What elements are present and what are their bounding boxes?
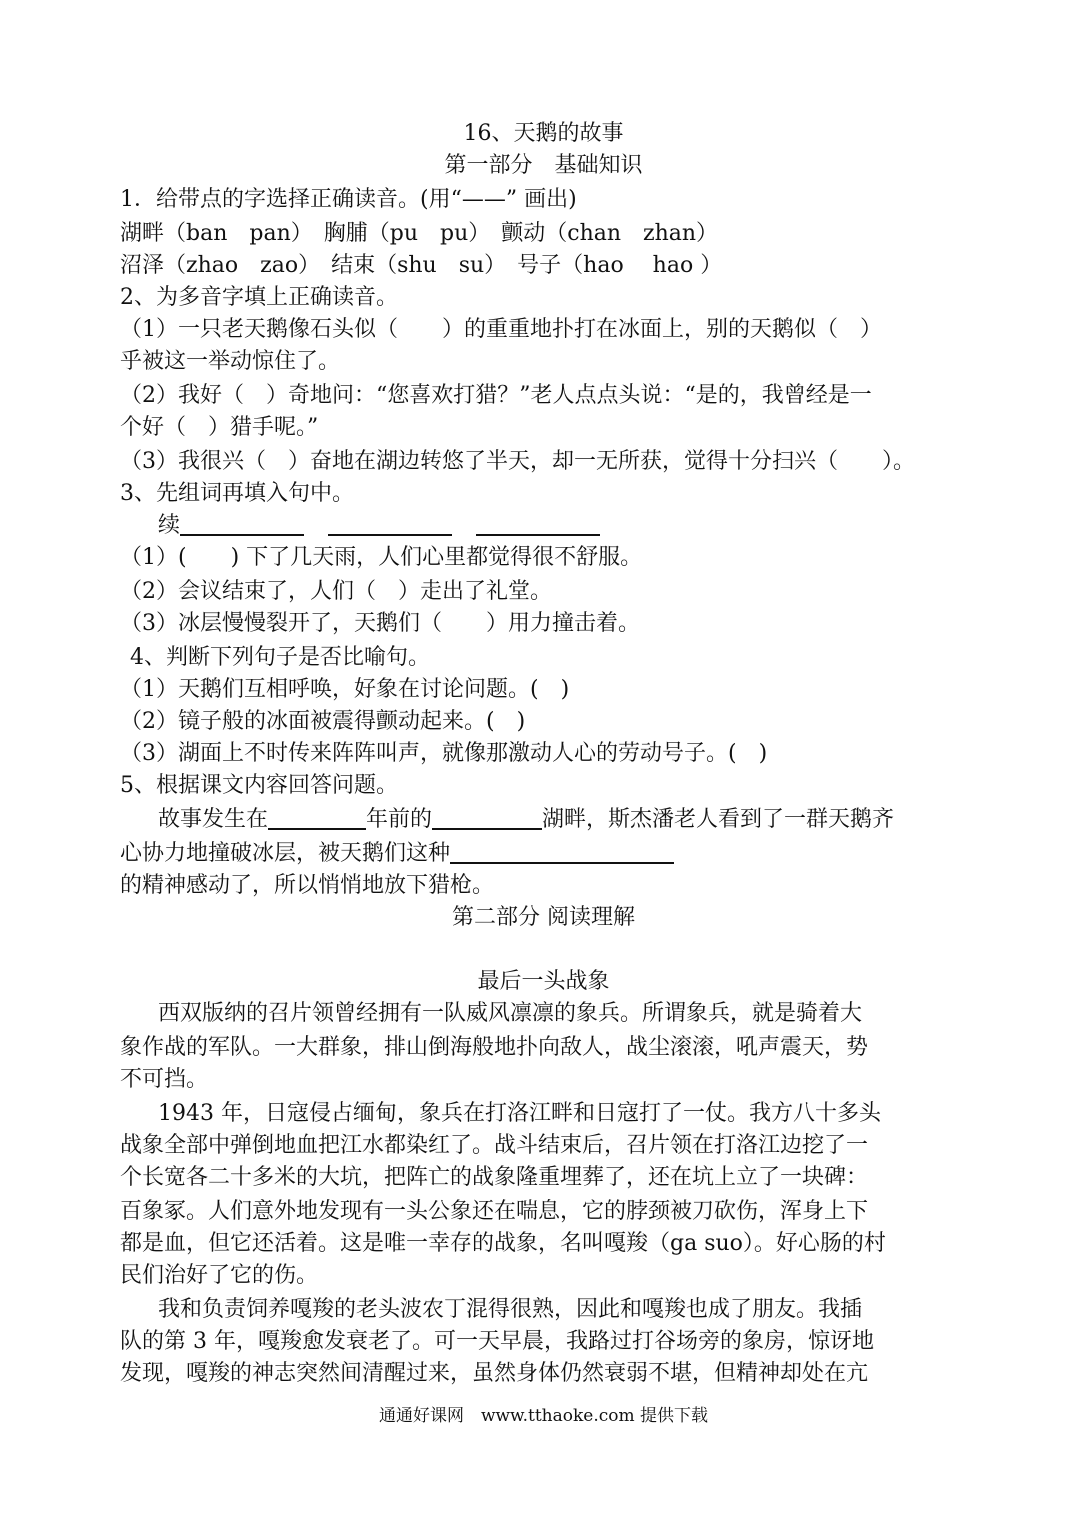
q2-line3: （2）我好（ ）奇地问：“您喜欢打猎？”老人点点头说：“是的，我曾经是一 xyxy=(120,383,872,408)
lesson-title: 16、天鹅的故事 xyxy=(463,121,624,146)
q3-blank-3[interactable] xyxy=(476,512,600,536)
reading-line: 战象全部中弹倒地血把江水都染红了。战斗结束后，召片领在打洛江边挖了一 xyxy=(120,1133,869,1158)
reading-line: 百象冢。人们意外地发现有一头公象还在喘息，它的脖颈被刀砍伤，浑身上下 xyxy=(120,1199,869,1224)
q2-line1: （1）一只老天鹅像石头似（ ）的重重地扑打在冰面上，别的天鹅似（ ） xyxy=(120,317,882,342)
q3-line2: （2）会议结束了，人们（ ）走出了礼堂。 xyxy=(120,579,552,604)
reading-line: 发现，嘎羧的神志突然间清醒过来，虽然身体仍然衰弱不堪，但精神却处在亢 xyxy=(120,1361,869,1386)
reading-title: 最后一头战象 xyxy=(477,969,610,994)
q3-char: 续 xyxy=(158,513,181,538)
q4-line1: （1）天鹅们互相呼唤，好象在讨论问题。( ) xyxy=(120,677,570,702)
reading-line: 象作战的军队。一大群象，排山倒海般地扑向敌人，战尘滚滚，吼声震天，势 xyxy=(120,1035,869,1060)
q3-line1: （1）( ) 下了几天雨，人们心里都觉得很不舒服。 xyxy=(120,545,643,570)
q5-blank-place[interactable] xyxy=(432,806,542,830)
q5-blank-spirit[interactable] xyxy=(450,840,674,864)
reading-line: 西双版纳的召片领曾经拥有一队威风凛凛的象兵。所谓象兵，就是骑着大 xyxy=(158,1001,863,1026)
q5-text-a3: 湖畔，斯杰潘老人看到了一群天鹅齐 xyxy=(542,807,895,832)
reading-line: 个长宽各二十多米的大坑，把阵亡的战象隆重埋葬了，还在坑上立了一块碑： xyxy=(120,1165,869,1190)
q5-line2 xyxy=(120,838,980,870)
q5-text-a2: 年前的 xyxy=(366,807,433,832)
footer-credit: 通通好课网 www.tthaoke.com 提供下载 xyxy=(378,1406,709,1426)
part2-heading: 第二部分 阅读理解 xyxy=(452,905,635,930)
q1-heading: 1．给带点的字选择正确读音。(用“——” 画出) xyxy=(120,187,577,212)
q2-line5: （3）我很兴（ ）奋地在湖边转悠了半天，却一无所获，觉得十分扫兴（ ）。 xyxy=(120,449,915,474)
reading-line: 民们治好了它的伤。 xyxy=(120,1263,319,1288)
q2-line2: 乎被这一举动惊住了。 xyxy=(120,349,341,374)
q5-text-b1: 心协力地撞破冰层，被天鹅们这种 xyxy=(120,841,451,866)
q1-row2: 沼泽（zhao zao） 结束（shu su） 号子（hao hao ） xyxy=(120,253,723,278)
q3-line3: （3）冰层慢慢裂开了，天鹅们（ ）用力撞击着。 xyxy=(120,611,640,636)
q3-heading: 3、先组词再填入句中。 xyxy=(120,481,354,506)
q5-heading: 5、根据课文内容回答问题。 xyxy=(120,773,398,798)
reading-line: 不可挡。 xyxy=(120,1067,209,1092)
part1-heading: 第一部分 基础知识 xyxy=(444,153,643,178)
q5-line3: 的精神感动了，所以悄悄地放下猎枪。 xyxy=(120,873,495,898)
q5-text-a1: 故事发生在 xyxy=(158,807,269,832)
q5-line1 xyxy=(158,804,980,836)
reading-line: 都是血，但它还活着。这是唯一幸存的战象，名叫嘎羧（ga suo）。好心肠的村 xyxy=(120,1231,886,1256)
q4-line2: （2）镜子般的冰面被震得颤动起来。( ) xyxy=(120,709,526,734)
q3-blank-1[interactable] xyxy=(180,512,304,536)
q3-blank-2[interactable] xyxy=(328,512,452,536)
q4-heading: 4、判断下列句子是否比喻句。 xyxy=(130,645,430,670)
q1-row1: 湖畔（ban pan） 胸脯（pu pu） 颤动（chan zhan） xyxy=(120,221,719,246)
q2-line4: 个好（ ）猎手呢。” xyxy=(120,415,319,440)
q4-line3: （3）湖面上不时传来阵阵叫声，就像那激动人心的劳动号子。( ) xyxy=(120,741,768,766)
reading-line: 队的第 3 年，嘎羧愈发衰老了。可一天早晨，我路过打谷场旁的象房，惊讶地 xyxy=(120,1329,874,1354)
q5-blank-years[interactable] xyxy=(268,806,366,830)
reading-line: 1943 年，日寇侵占缅甸，象兵在打洛江畔和日寇打了一仗。我方八十多头 xyxy=(158,1101,881,1126)
q3-word-row xyxy=(158,510,980,542)
q2-heading: 2、为多音字填上正确读音。 xyxy=(120,285,398,310)
reading-line: 我和负责饲养嘎羧的老头波农丁混得很熟，因此和嘎羧也成了朋友。我插 xyxy=(158,1297,863,1322)
